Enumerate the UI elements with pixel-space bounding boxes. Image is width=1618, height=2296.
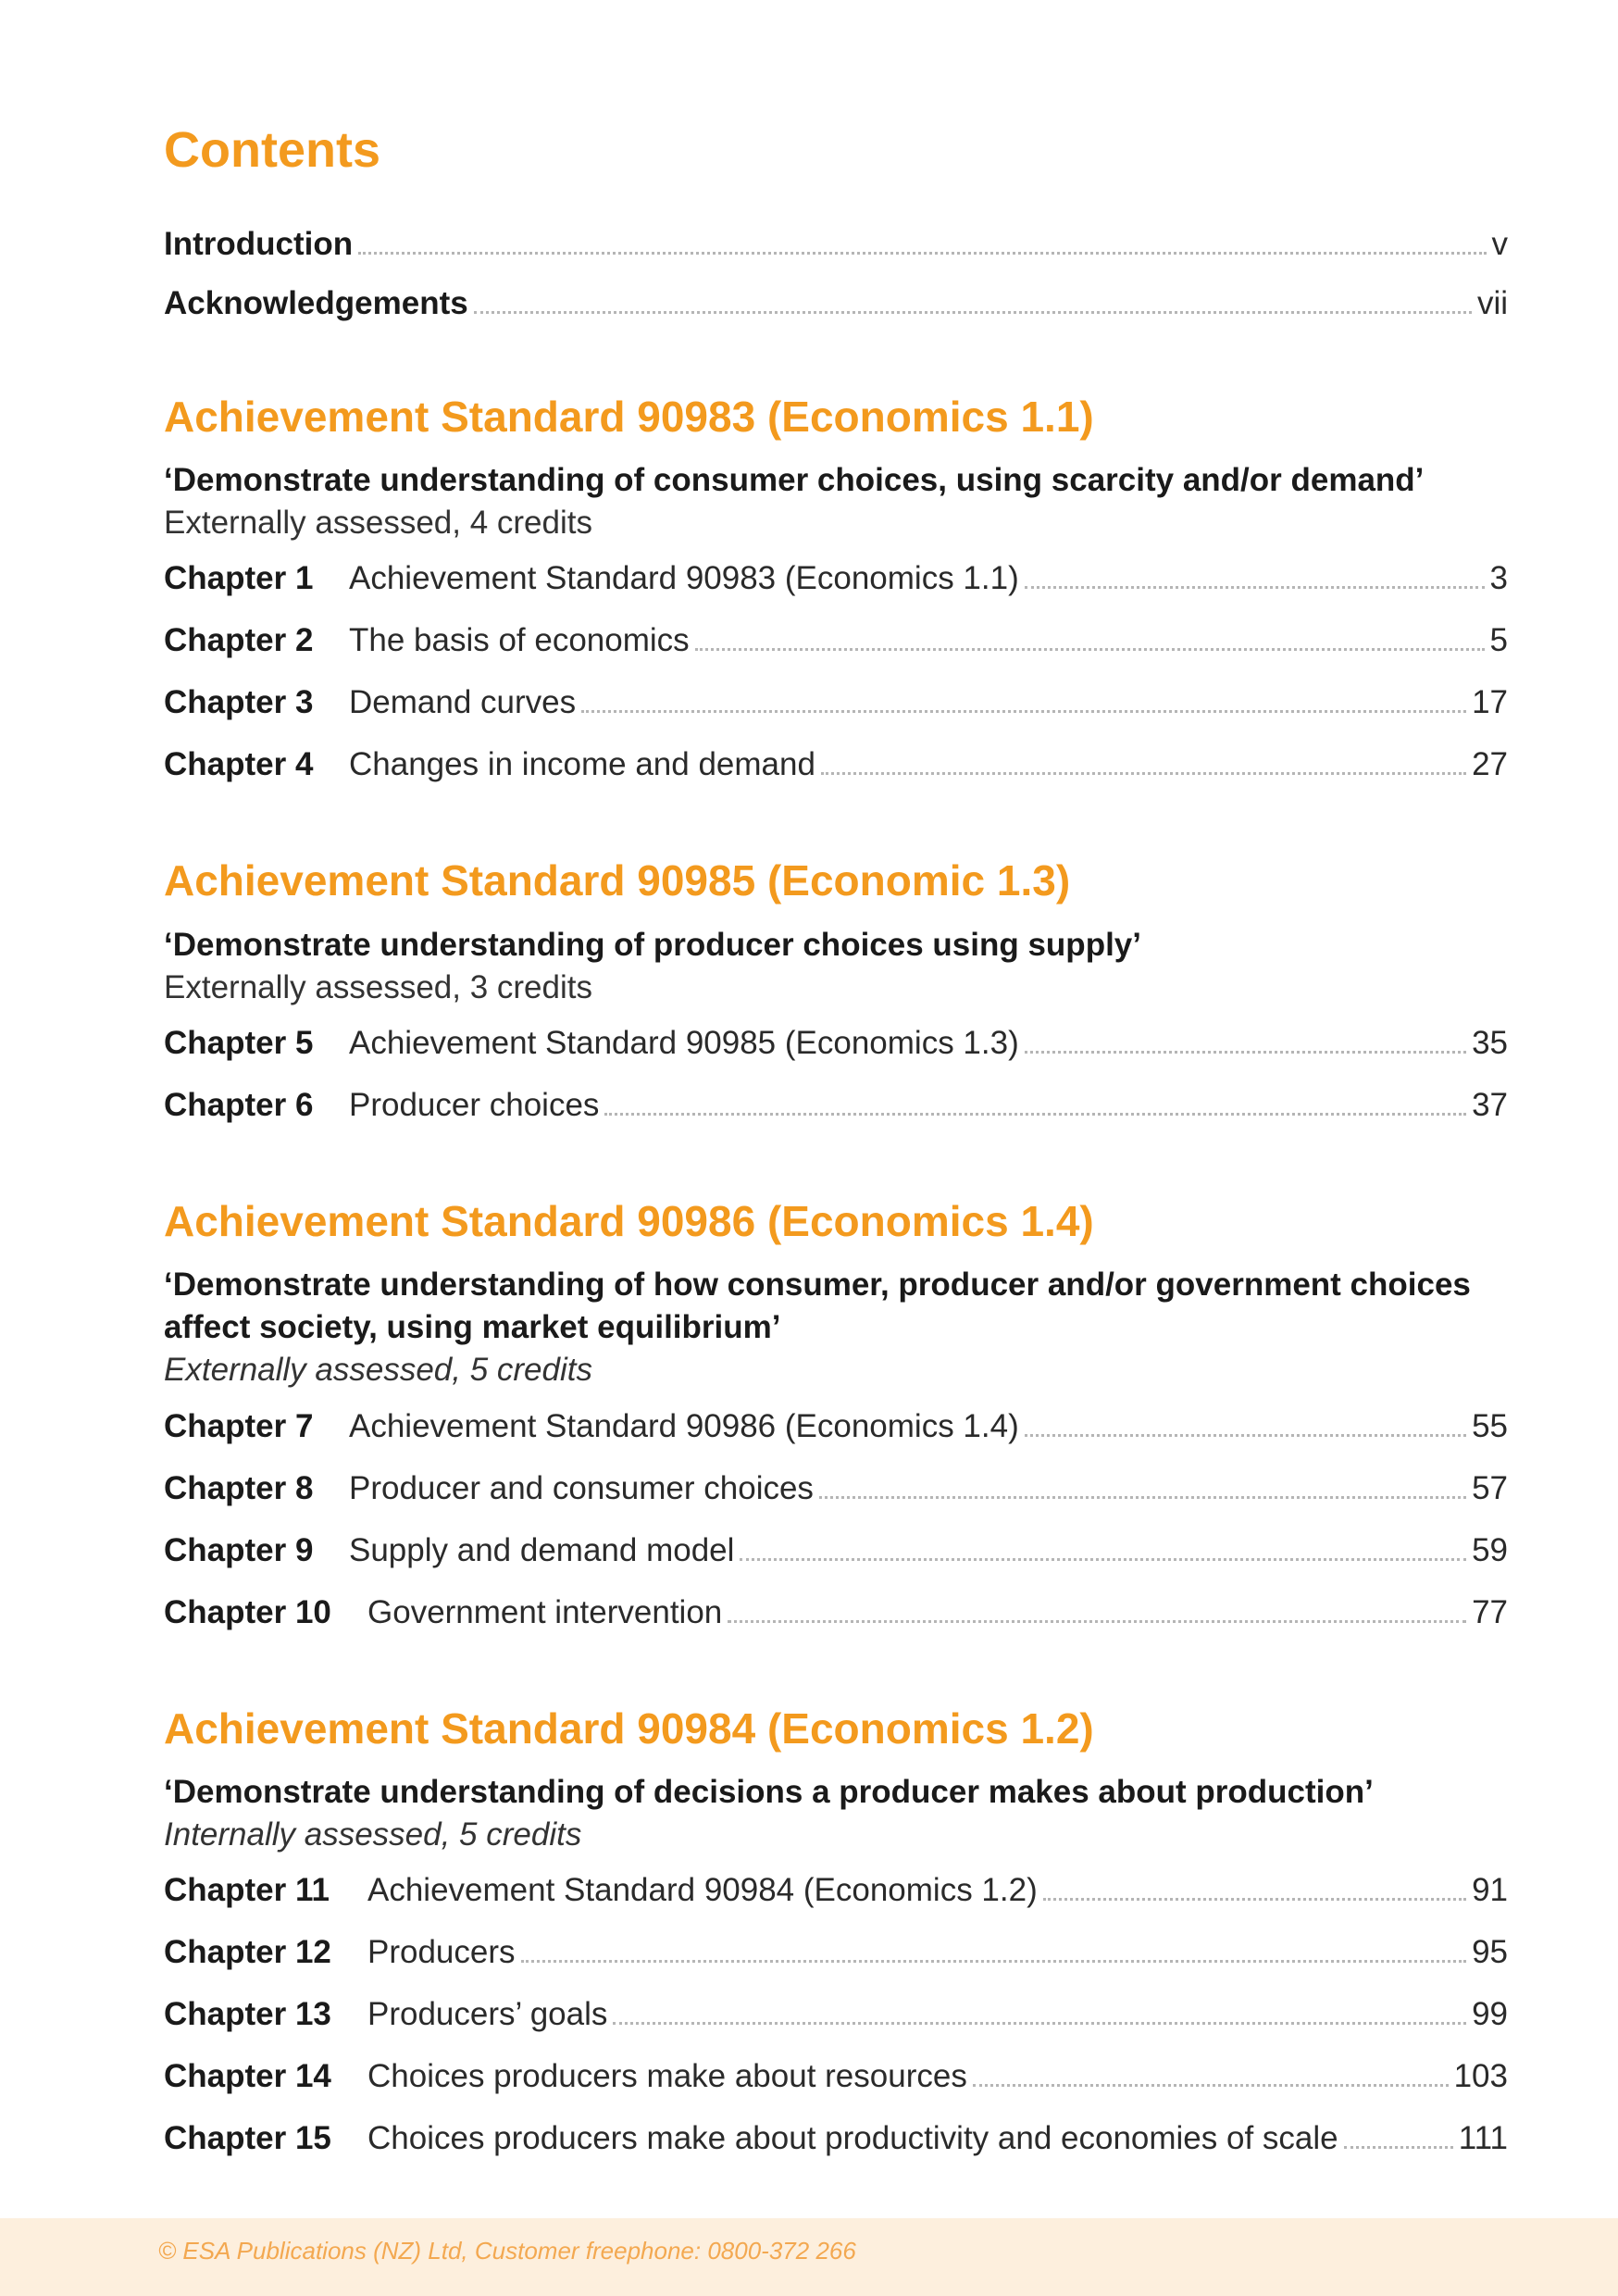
chapter-label: Chapter 12 xyxy=(164,1934,331,1971)
dot-leader xyxy=(581,710,1466,713)
page-number: 3 xyxy=(1489,560,1508,597)
toc-entry-chapter[interactable] xyxy=(164,621,1508,683)
toc-entry-label: Acknowledgements xyxy=(164,284,468,321)
toc-entry-chapter[interactable] xyxy=(164,1933,1508,1995)
chapter-title: Changes in income and demand xyxy=(349,746,815,783)
dot-leader xyxy=(613,2022,1466,2025)
chapter-title: Achievement Standard 90985 (Economics 1.3) xyxy=(349,1024,1019,1061)
section-description: ‘Demonstrate understanding of producer choices using supply’ xyxy=(164,926,1141,963)
dot-leader xyxy=(604,1113,1466,1116)
dot-leader xyxy=(1025,1051,1466,1054)
dot-leader xyxy=(1025,586,1485,589)
dot-leader xyxy=(1344,2146,1453,2149)
section-assessment: Externally assessed, 5 credits xyxy=(164,1352,592,1389)
chapter-title: Producer choices xyxy=(349,1086,600,1123)
dot-leader xyxy=(474,311,1472,314)
standard-section xyxy=(164,855,1508,1148)
section-heading: Achievement Standard 90985 (Economic 1.3) xyxy=(164,856,1071,905)
chapter-label: Chapter 2 xyxy=(164,622,314,659)
toc-entry-chapter[interactable] xyxy=(164,1531,1508,1593)
chapter-label: Chapter 8 xyxy=(164,1469,314,1506)
chapter-title: Achievement Standard 90983 (Economics 1.1) xyxy=(349,560,1019,597)
toc-entry-chapter[interactable] xyxy=(164,1995,1508,2057)
page-number: 37 xyxy=(1472,1086,1508,1123)
footer xyxy=(0,2218,1618,2296)
chapter-title: Achievement Standard 90984 (Economics 1.2) xyxy=(367,1872,1038,1909)
footer-copyright: © ESA Publications (NZ) Ltd, Customer freephone: 0800-372 266 xyxy=(158,2237,856,2265)
section-description: ‘Demonstrate understanding of consumer choices, using scarcity and/or demand’ xyxy=(164,461,1425,498)
dot-leader xyxy=(695,648,1485,651)
dot-leader xyxy=(521,1960,1467,1963)
standard-section xyxy=(164,1196,1508,1655)
chapter-label: Chapter 11 xyxy=(164,1872,330,1909)
page-number: 91 xyxy=(1472,1872,1508,1909)
page-number: 55 xyxy=(1472,1407,1508,1444)
page-number: 59 xyxy=(1472,1531,1508,1568)
chapter-label: Chapter 15 xyxy=(164,2120,331,2157)
chapter-title: The basis of economics xyxy=(349,622,690,659)
chapter-label: Chapter 14 xyxy=(164,2058,331,2095)
section-assessment: Internally assessed, 5 credits xyxy=(164,1816,582,1853)
chapter-label: Chapter 7 xyxy=(164,1407,314,1444)
chapter-title: Choices producers make about resources xyxy=(367,2058,967,2095)
page-number: 5 xyxy=(1489,622,1508,659)
toc-entry-chapter[interactable] xyxy=(164,2057,1508,2119)
page-number: 103 xyxy=(1453,2058,1508,2095)
section-heading: Achievement Standard 90984 (Economics 1.2) xyxy=(164,1703,1094,1753)
section-description: ‘Demonstrate understanding of how consumer, producer and/or government choices affect society, using market equilibrium’ xyxy=(164,1267,1471,1346)
toc-entry-chapter[interactable] xyxy=(164,2119,1508,2181)
section-assessment: Externally assessed, 3 credits xyxy=(164,968,592,1005)
toc-entry-chapter[interactable] xyxy=(164,1469,1508,1531)
sections xyxy=(164,392,1508,2181)
page-number: 57 xyxy=(1472,1469,1508,1506)
toc-entry-chapter[interactable] xyxy=(164,1593,1508,1655)
page-number: 17 xyxy=(1472,684,1508,721)
dot-leader xyxy=(728,1620,1466,1623)
standard-section xyxy=(164,392,1508,808)
page-number: 111 xyxy=(1458,2120,1508,2157)
chapter-label: Chapter 9 xyxy=(164,1531,314,1568)
chapter-title: Achievement Standard 90986 (Economics 1.4) xyxy=(349,1407,1019,1444)
toc-entry-chapter[interactable] xyxy=(164,1024,1508,1086)
chapter-title: Producers’ goals xyxy=(367,1996,608,2033)
chapter-title: Choices producers make about productivity and economies of scale xyxy=(367,2120,1338,2157)
page-number: 99 xyxy=(1472,1996,1508,2033)
chapter-label: Chapter 4 xyxy=(164,746,314,783)
chapter-label: Chapter 10 xyxy=(164,1593,331,1630)
toc-entry-chapter[interactable] xyxy=(164,559,1508,621)
section-description: ‘Demonstrate understanding of decisions a producer makes about production’ xyxy=(164,1773,1374,1810)
section-assessment: Externally assessed, 4 credits xyxy=(164,505,592,542)
page-number: 95 xyxy=(1472,1934,1508,1971)
toc-entry-chapter[interactable] xyxy=(164,1086,1508,1148)
page-number: v xyxy=(1491,225,1508,262)
chapter-label: Chapter 1 xyxy=(164,560,314,597)
dot-leader xyxy=(740,1558,1466,1561)
dot-leader xyxy=(973,2084,1449,2087)
page-title: Contents xyxy=(164,122,380,178)
chapter-title: Producers xyxy=(367,1934,516,1971)
chapter-title: Demand curves xyxy=(349,684,577,721)
page-number: 35 xyxy=(1472,1024,1508,1061)
toc-entry-acknowledgements[interactable] xyxy=(164,284,1508,343)
toc-entry-chapter[interactable] xyxy=(164,1871,1508,1933)
contents-page xyxy=(164,120,1508,2181)
front-matter xyxy=(164,225,1508,343)
chapter-label: Chapter 5 xyxy=(164,1024,314,1061)
dot-leader xyxy=(1025,1434,1466,1437)
chapter-title: Government intervention xyxy=(367,1593,723,1630)
dot-leader xyxy=(821,772,1466,775)
section-heading: Achievement Standard 90986 (Economics 1.4) xyxy=(164,1196,1094,1245)
chapter-title: Supply and demand model xyxy=(349,1531,735,1568)
toc-entry-chapter[interactable] xyxy=(164,683,1508,745)
toc-entry-label: Introduction xyxy=(164,225,354,262)
toc-entry-chapter[interactable] xyxy=(164,1407,1508,1469)
dot-leader xyxy=(358,252,1486,255)
standard-section xyxy=(164,1703,1508,2182)
page-number: 27 xyxy=(1472,746,1508,783)
section-heading: Achievement Standard 90983 (Economics 1.1) xyxy=(164,392,1094,441)
chapter-label: Chapter 13 xyxy=(164,1996,331,2033)
toc-entry-chapter[interactable] xyxy=(164,745,1508,807)
dot-leader xyxy=(819,1496,1466,1499)
dot-leader xyxy=(1043,1898,1466,1901)
page-number: 77 xyxy=(1472,1593,1508,1630)
toc-entry-introduction[interactable] xyxy=(164,225,1508,284)
page-number: vii xyxy=(1476,284,1508,321)
chapter-label: Chapter 6 xyxy=(164,1086,314,1123)
chapter-label: Chapter 3 xyxy=(164,684,314,721)
chapter-title: Producer and consumer choices xyxy=(349,1469,814,1506)
